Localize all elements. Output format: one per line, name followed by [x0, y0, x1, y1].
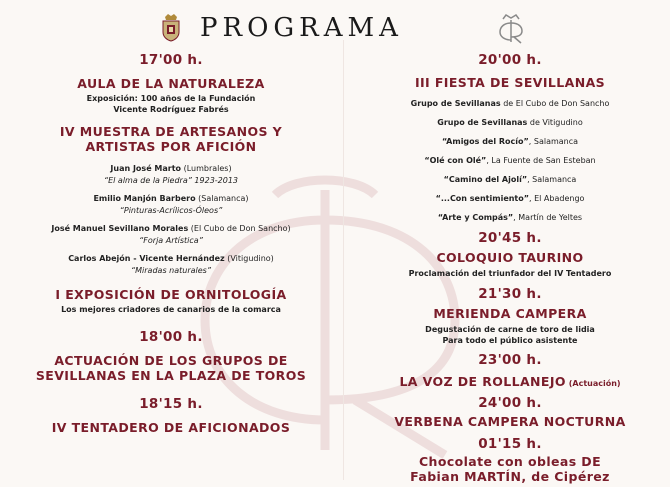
- event-title: Fabian MARTÍN, de Cipérez: [410, 469, 610, 484]
- group-place: , El Abadengo: [529, 194, 585, 203]
- time-label: 20'45 h.: [478, 230, 542, 246]
- group-line: [352, 148, 668, 167]
- crowned-monogram-icon: [496, 12, 526, 44]
- group-line: [352, 167, 668, 186]
- group-place: , Salamanca: [528, 137, 579, 146]
- event-detail: Proclamación del triunfador del IV Tentadero: [408, 269, 612, 278]
- artist-place: (El Cubo de Don Sancho): [188, 224, 291, 233]
- right-column: [352, 52, 668, 484]
- page-fold: [343, 40, 344, 480]
- event-detail: Los mejores criadores de canarios de la comarca: [61, 305, 281, 314]
- artist-line: [8, 186, 334, 205]
- group-name: “Amigos del Rocío”: [441, 137, 529, 146]
- event-title: ARTISTAS POR AFICIÓN: [85, 139, 257, 154]
- artist-name: Carlos Abejón - Vicente Hernández: [68, 254, 225, 263]
- event-title: IV MUESTRA DE ARTESANOS Y: [59, 124, 283, 139]
- event-title: VERBENA CAMPERA NOCTURNA: [394, 414, 626, 429]
- group-name: “...Con sentimiento”: [435, 194, 530, 203]
- group-name: Grupo de Sevillanas: [437, 118, 528, 127]
- group-line: [352, 205, 668, 224]
- group-place: , Martín de Yeltes: [513, 213, 583, 222]
- event-detail: Degustación de carne de toro de lidia: [425, 325, 595, 334]
- event-title: ACTUACIÓN DE LOS GRUPOS DE: [54, 353, 288, 368]
- event-title: AULA DE LA NATURALEZA: [77, 76, 265, 91]
- group-line: [352, 186, 668, 205]
- time-label: 17'00 h.: [139, 52, 203, 68]
- event-title: MERIENDA CAMPERA: [433, 306, 587, 321]
- group-name: Grupo de Sevillanas: [410, 99, 501, 108]
- group-place: , La Fuente de San Esteban: [486, 156, 596, 165]
- event-title: III FIESTA DE SEVILLANAS: [414, 75, 606, 90]
- time-label: 21'30 h.: [478, 286, 542, 302]
- time-label: 24'00 h.: [478, 395, 542, 411]
- group-name: “Olé con Olé”: [424, 156, 487, 165]
- event-title-row: [352, 371, 668, 390]
- group-place: de El Cubo de Don Sancho: [500, 99, 610, 108]
- artist-work: “El alma de la Piedra” 1923-2013: [103, 176, 239, 185]
- page-title: PROGRAMA: [200, 13, 403, 43]
- event-title: IV TENTADERO DE AFICIONADOS: [51, 420, 291, 435]
- event-detail: Exposición: 100 años de la Fundación: [86, 94, 256, 103]
- event-note: (Actuación): [565, 379, 621, 388]
- artist-line: [8, 216, 334, 235]
- event-title: LA VOZ DE ROLLANEJO: [399, 374, 566, 389]
- event-title: Chocolate con obleas DE: [418, 454, 602, 469]
- artist-name: José Manuel Sevillano Morales: [51, 224, 189, 233]
- left-column: [8, 52, 334, 435]
- event-detail: Para todo el público asistente: [442, 336, 578, 345]
- group-line: [352, 110, 668, 129]
- group-line: [352, 91, 668, 110]
- header: [0, 8, 670, 44]
- time-label: 20'00 h.: [478, 52, 542, 68]
- group-place: , Salamanca: [527, 175, 577, 184]
- artist-place: (Lumbrales): [181, 164, 232, 173]
- town-crest-icon: [160, 12, 182, 42]
- artist-place: (Salamanca): [195, 194, 249, 203]
- event-title: I EXPOSICIÓN DE ORNITOLOGÍA: [55, 287, 287, 302]
- artist-line: [8, 156, 334, 175]
- time-label: 18'00 h.: [139, 329, 203, 345]
- artist-place: (Vitigudino): [224, 254, 274, 263]
- artist-name: Emilio Manjón Barbero: [93, 194, 196, 203]
- group-line: [352, 129, 668, 148]
- artist-work: “Forja Artística”: [139, 236, 203, 245]
- event-title: COLOQUIO TAURINO: [436, 250, 584, 265]
- time-label: 01'15 h.: [478, 436, 542, 452]
- event-detail: Vicente Rodríguez Fabrés: [113, 105, 229, 114]
- group-name: “Arte y Compás”: [437, 213, 514, 222]
- artist-work: “Pinturas-Acrílicos-Óleos”: [119, 206, 223, 215]
- artist-work: “Miradas naturales”: [131, 266, 211, 275]
- group-place: de Vitigudino: [527, 118, 583, 127]
- time-label: 18'15 h.: [139, 396, 203, 412]
- event-title: SEVILLANAS EN LA PLAZA DE TOROS: [35, 368, 307, 383]
- artist-line: [8, 246, 334, 265]
- time-label: 23'00 h.: [478, 352, 542, 368]
- group-name: “Camino del Ajolí”: [443, 175, 528, 184]
- artist-name: Juan José Marto: [110, 164, 182, 173]
